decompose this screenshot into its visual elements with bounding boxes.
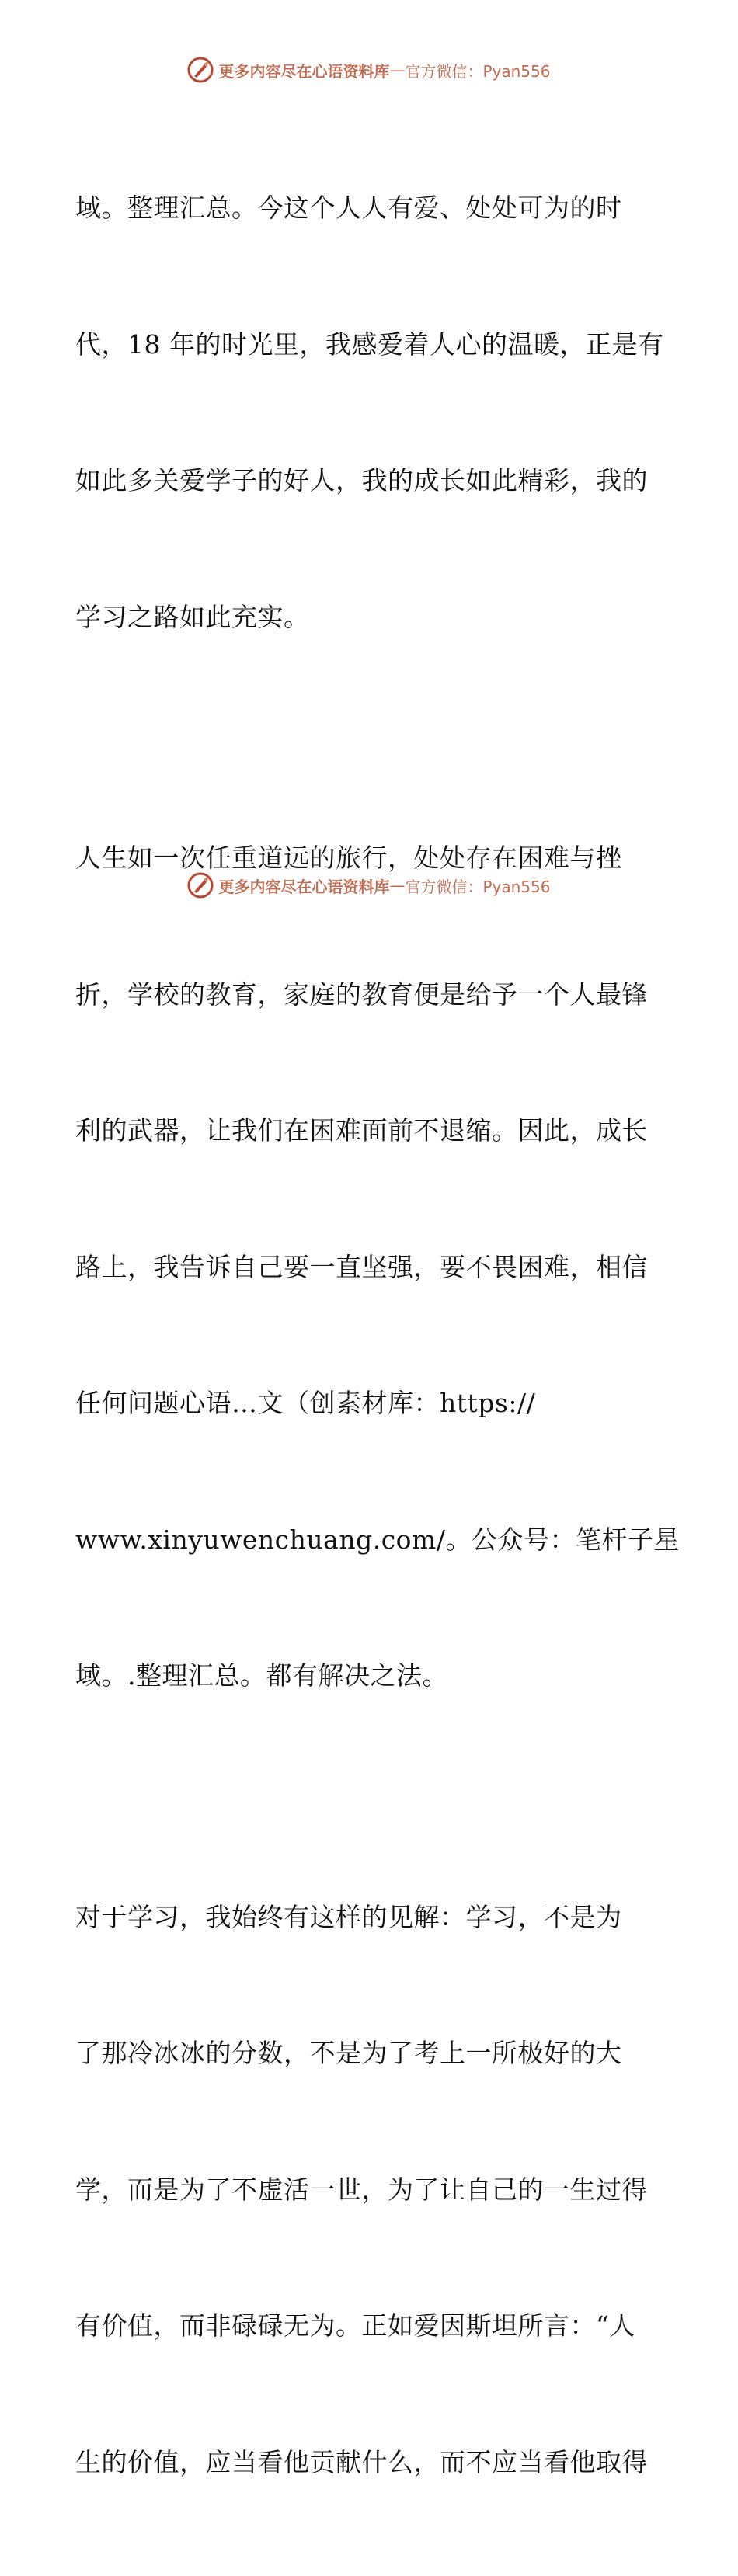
text-line: 路上，我告诉自己要一直坚强，要不畏困难，相信 [75, 1245, 666, 1291]
text-line: 人生如一次任重道远的旅行，处处存在困难与挫 [75, 836, 666, 881]
paragraph-2 [75, 745, 666, 1790]
text-line: 了那冷冰冰的分数，不是为了考上一所极好的大 [75, 2031, 666, 2077]
quill-pen-logo-icon [187, 872, 214, 899]
footer-banner [0, 870, 738, 901]
text-line: 域。整理汇总。今这个人人有爱、处处可为的时 [75, 186, 666, 231]
header-banner [0, 54, 738, 85]
text-line: www.xinyuwenchuang.com/。公众号：笔杆子星 [75, 1517, 666, 1563]
text-line: 有价值，而非碌碌无为。正如爱因斯坦所言：“人 [75, 2303, 666, 2349]
quill-pen-logo-icon [187, 57, 214, 83]
footer-dash: — [389, 876, 405, 895]
header-title: 更多内容尽在心语资料库 [218, 59, 389, 82]
paragraph-3 [75, 1804, 666, 2576]
text-line: 学，而是为了不虚活一世，为了让自己的一生过得 [75, 2168, 666, 2213]
text-line: 如此多关爱学子的好人，我的成长如此精彩，我的 [75, 458, 666, 504]
text-line: 利的武器，让我们在困难面前不退缩。因此，成长 [75, 1108, 666, 1154]
text-line: 生的价值，应当看他贡献什么，而不应当看他取得 [75, 2440, 666, 2486]
text-line: 域。.整理汇总。都有解决之法。 [75, 1653, 666, 1699]
header-wechat: 官方微信：Pyan556 [405, 59, 550, 82]
document-body [75, 95, 666, 2576]
paragraph-1 [75, 95, 666, 731]
text-line: 代，18 年的时光里，我感爱着人心的温暖，正是有 [75, 322, 666, 368]
text-line: 任何问题心语…文（创素材库：https:// [75, 1381, 666, 1427]
footer-wechat: 官方微信：Pyan556 [405, 874, 550, 897]
text-line: 折，学校的教育，家庭的教育便是给予一个人最锋 [75, 972, 666, 1018]
header-dash: — [389, 61, 405, 79]
text-line: 学习之路如此充实。 [75, 595, 666, 641]
footer-title: 更多内容尽在心语资料库 [218, 874, 389, 897]
text-line: 对于学习，我始终有这样的见解：学习，不是为 [75, 1895, 666, 1941]
